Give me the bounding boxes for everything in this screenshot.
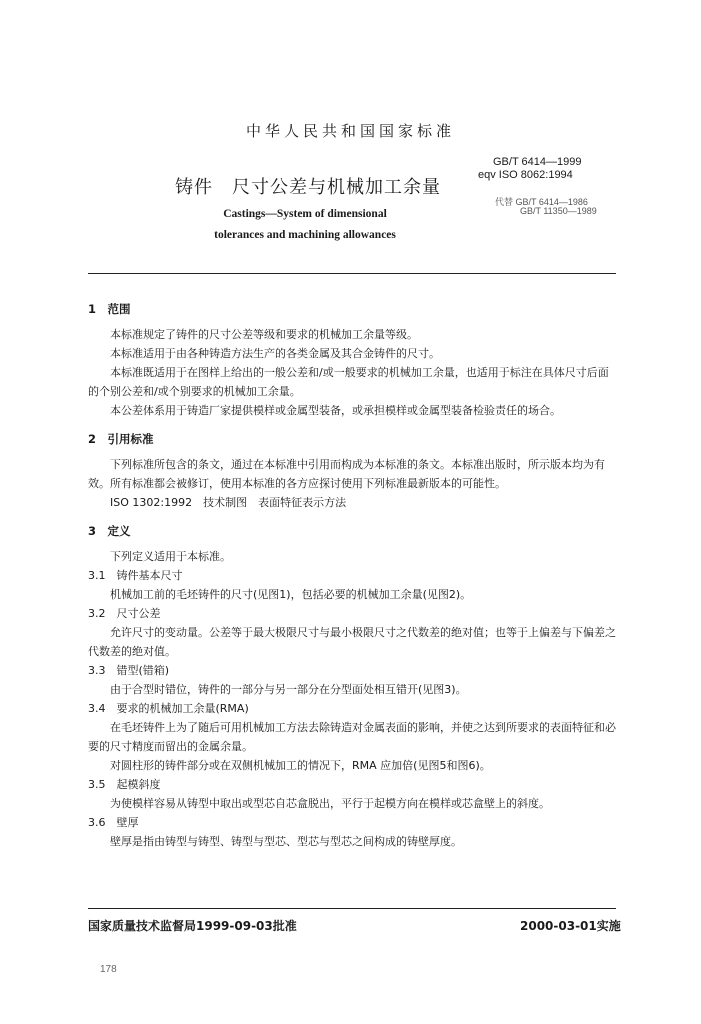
section-3-intro: 下列定义适用于本标准。 [110,550,231,563]
definition-3-6-title: 3.6 壁厚 [88,816,139,829]
header-divider [88,273,616,274]
definition-3-5-title: 3.5 起模斜度 [88,778,161,791]
section-1-para-4: 本公差体系用于铸造厂家提供模样或金属型装备，或承担模样或金属型装备检验责任的场合。 [110,404,561,417]
section-1-para-3: 本标准既适用于在图样上给出的一般公差和/或一般要求的机械加工余量，也适用于标注在具体尺寸后面的个别公差和/或个别要求的机械加工余量。 [88,366,609,398]
definition-3-1-title: 3.1 铸件基本尺寸 [88,569,183,582]
section-2-heading: 2 引用标准 [88,432,154,446]
page-number: 178 [100,964,117,975]
english-title-line-2: tolerances and machining allowances [214,229,396,241]
section-3-heading: 3 定义 [88,524,131,538]
document-title: 铸件 尺寸公差与机械加工余量 [175,177,441,198]
definition-3-4-text: 在毛坯铸件上为了随后可用机械加工方法去除铸造对金属表面的影响，并使之达到所要求的表面特征和必要的尺寸精度而留出的金属余量。 [88,721,616,753]
footer-divider [88,908,616,909]
definition-3-2-title: 3.2 尺寸公差 [88,607,161,620]
national-standard-heading: 中华人民共和国国家标准 [245,122,455,140]
approval-line: 国家质量技术监督局1999-09-03批准 [88,919,297,933]
replaces-line-2: GB/T 11350—1989 [520,206,597,216]
definition-3-5-text: 为使模样容易从铸型中取出或型芯自芯盒脱出，平行于起模方向在模样或芯盒壁上的斜度。 [110,797,550,810]
definition-3-4-text-2: 对圆柱形的铸件部分或在双侧机械加工的情况下，RMA 应加倍(见图5和图6)。 [110,759,491,772]
definition-3-2-text: 允许尺寸的变动量。公差等于最大极限尺寸与最小极限尺寸之代数差的绝对值；也等于上偏差与下偏差之代数差的绝对值。 [88,626,616,658]
definition-3-6-text: 壁厚是指由铸型与铸型、铸型与型芯、型芯与型芯之间构成的铸壁厚度。 [110,835,462,848]
document-body [88,300,616,851]
section-1-para-2: 本标准适用于由各种铸造方法生产的各类金属及其合金铸件的尺寸。 [110,347,440,360]
english-title-line-1: Castings—System of dimensional [223,208,387,220]
equivalent-code: eqv ISO 8062:1994 [478,169,573,181]
definition-3-3-title: 3.3 错型(错箱) [88,664,170,677]
definition-3-4-title: 3.4 要求的机械加工余量(RMA) [88,702,249,715]
section-1-para-1: 本标准规定了铸件的尺寸公差等级和要求的机械加工余量等级。 [110,328,418,341]
section-2-reference: ISO 1302:1992 技术制图 表面特征表示方法 [110,496,347,509]
replaces-line-1: 代替 GB/T 6414—1986 [495,197,588,207]
section-2-para-1: 下列标准所包含的条文，通过在本标准中引用而构成为本标准的条文。本标准出版时，所示版本均为有效。所有标准都会被修订，使用本标准的各方应探讨使用下列标准最新版本的可能性。 [88,458,605,490]
effective-date: 2000-03-01实施 [520,919,621,933]
section-1-heading: 1 范围 [88,302,131,316]
standard-code: GB/T 6414—1999 [493,156,582,168]
definition-3-1-text: 机械加工前的毛坯铸件的尺寸(见图1)，包括必要的机械加工余量(见图2)。 [110,588,472,601]
definition-3-3-text: 由于合型时错位，铸件的一部分与另一部分在分型面处相互错开(见图3)。 [110,683,467,696]
